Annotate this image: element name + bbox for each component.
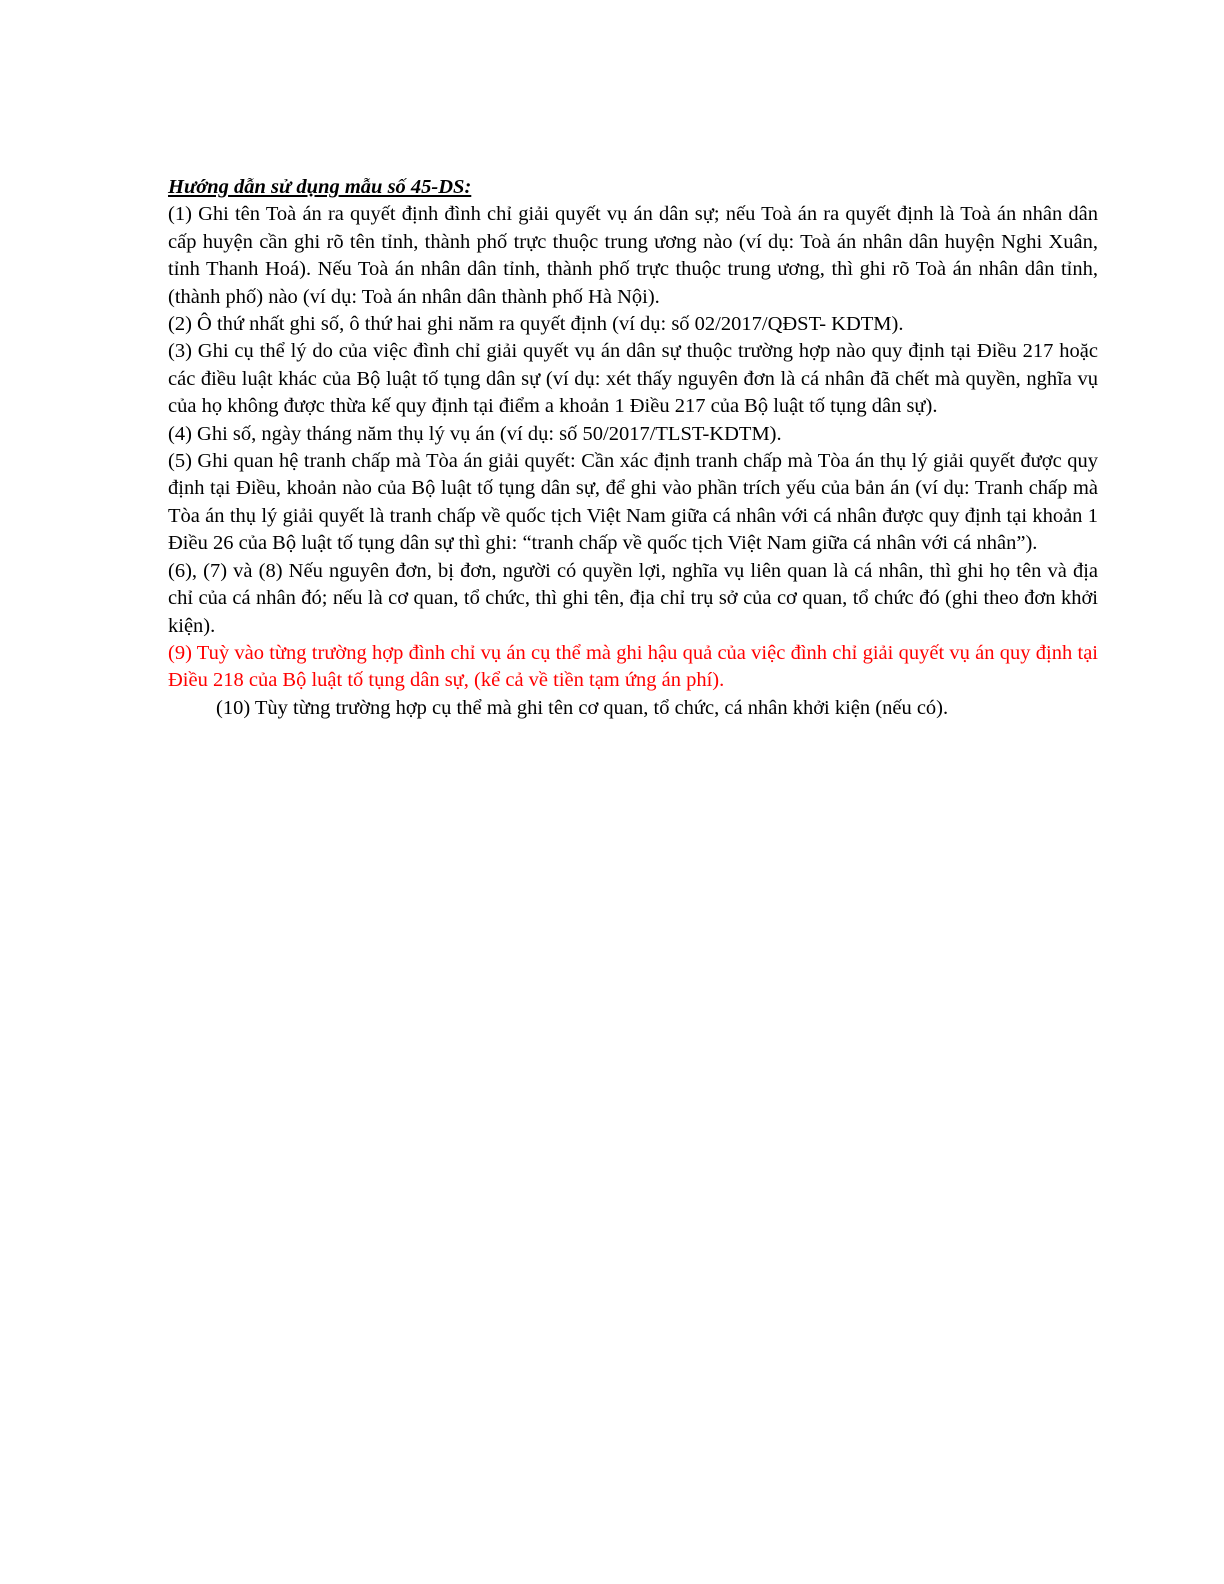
document-title: Hướng dẫn sử dụng mẫu số 45-DS: [168,176,472,198]
note-6-7-8: (6), (7) và (8) Nếu nguyên đơn, bị đơn, người có quyền lợi, nghĩa vụ liên quan là cá nhân, thì ghi họ tên và địa chỉ của cá nhân đó; nếu là cơ quan, tổ chức, thì ghi tên, địa chỉ trụ sở của cơ quan, tổ chức đó (ghi theo đơn khởi kiện). [168,559,1098,637]
note-3: (3) Ghi cụ thể lý do của việc đình chỉ giải quyết vụ án dân sự thuộc trường hợp nào quy định tại Điều 217 hoặc các điều luật khác của Bộ luật tố tụng dân sự (ví dụ: xét thấy nguyên đơn là cá nhân đã chết mà quyền, nghĩa vụ của họ không được thừa kế quy định tại điểm a khoản 1 Điều 217 của Bộ luật tố tụng dân sự). [168,340,1098,418]
note-4: (4) Ghi số, ngày tháng năm thụ lý vụ án (ví dụ: số 50/2017/TLST-KDTM). [168,422,782,445]
note-10: (10) Tùy từng trường hợp cụ thể mà ghi tên cơ quan, tổ chức, cá nhân khởi kiện (nếu có). [216,696,949,719]
note-1: (1) Ghi tên Toà án ra quyết định đình chỉ giải quyết vụ án dân sự; nếu Toà án ra quyết định là Toà án nhân dân cấp huyện cần ghi rõ tên tỉnh, thành phố trực thuộc trung ương nào (ví dụ: Toà án nhân dân huyện Nghi Xuân, tỉnh Thanh Hoá). Nếu Toà án nhân dân tỉnh, thành phố trực thuộc trung ương, thì ghi rõ Toà án nhân dân tỉnh, (thành phố) nào (ví dụ: Toà án nhân dân thành phố Hà Nội). [168,203,1098,308]
note-2: (2) Ô thứ nhất ghi số, ô thứ hai ghi năm ra quyết định (ví dụ: số 02/2017/QĐST- KDTM). [168,313,904,336]
document-page [168,174,1098,722]
note-9-highlighted: (9) Tuỳ vào từng trường hợp đình chỉ vụ án cụ thể mà ghi hậu quả của việc đình chỉ giải quyết vụ án quy định tại Điều 218 của Bộ luật tố tụng dân sự, (kể cả về tiền tạm ứng án phí). [168,641,1098,692]
note-5: (5) Ghi quan hệ tranh chấp mà Tòa án giải quyết: Cần xác định tranh chấp mà Tòa án thụ lý giải quyết được quy định tại Điều, khoản nào của Bộ luật tố tụng dân sự, để ghi vào phần trích yếu của bản án (ví dụ: Tranh chấp mà Tòa án thụ lý giải quyết là tranh chấp về quốc tịch Việt Nam giữa cá nhân với cá nhân được quy định tại khoản 1 Điều 26 của Bộ luật tố tụng dân sự thì ghi: “tranh chấp về quốc tịch Việt Nam giữa cá nhân với cá nhân”). [168,450,1098,555]
